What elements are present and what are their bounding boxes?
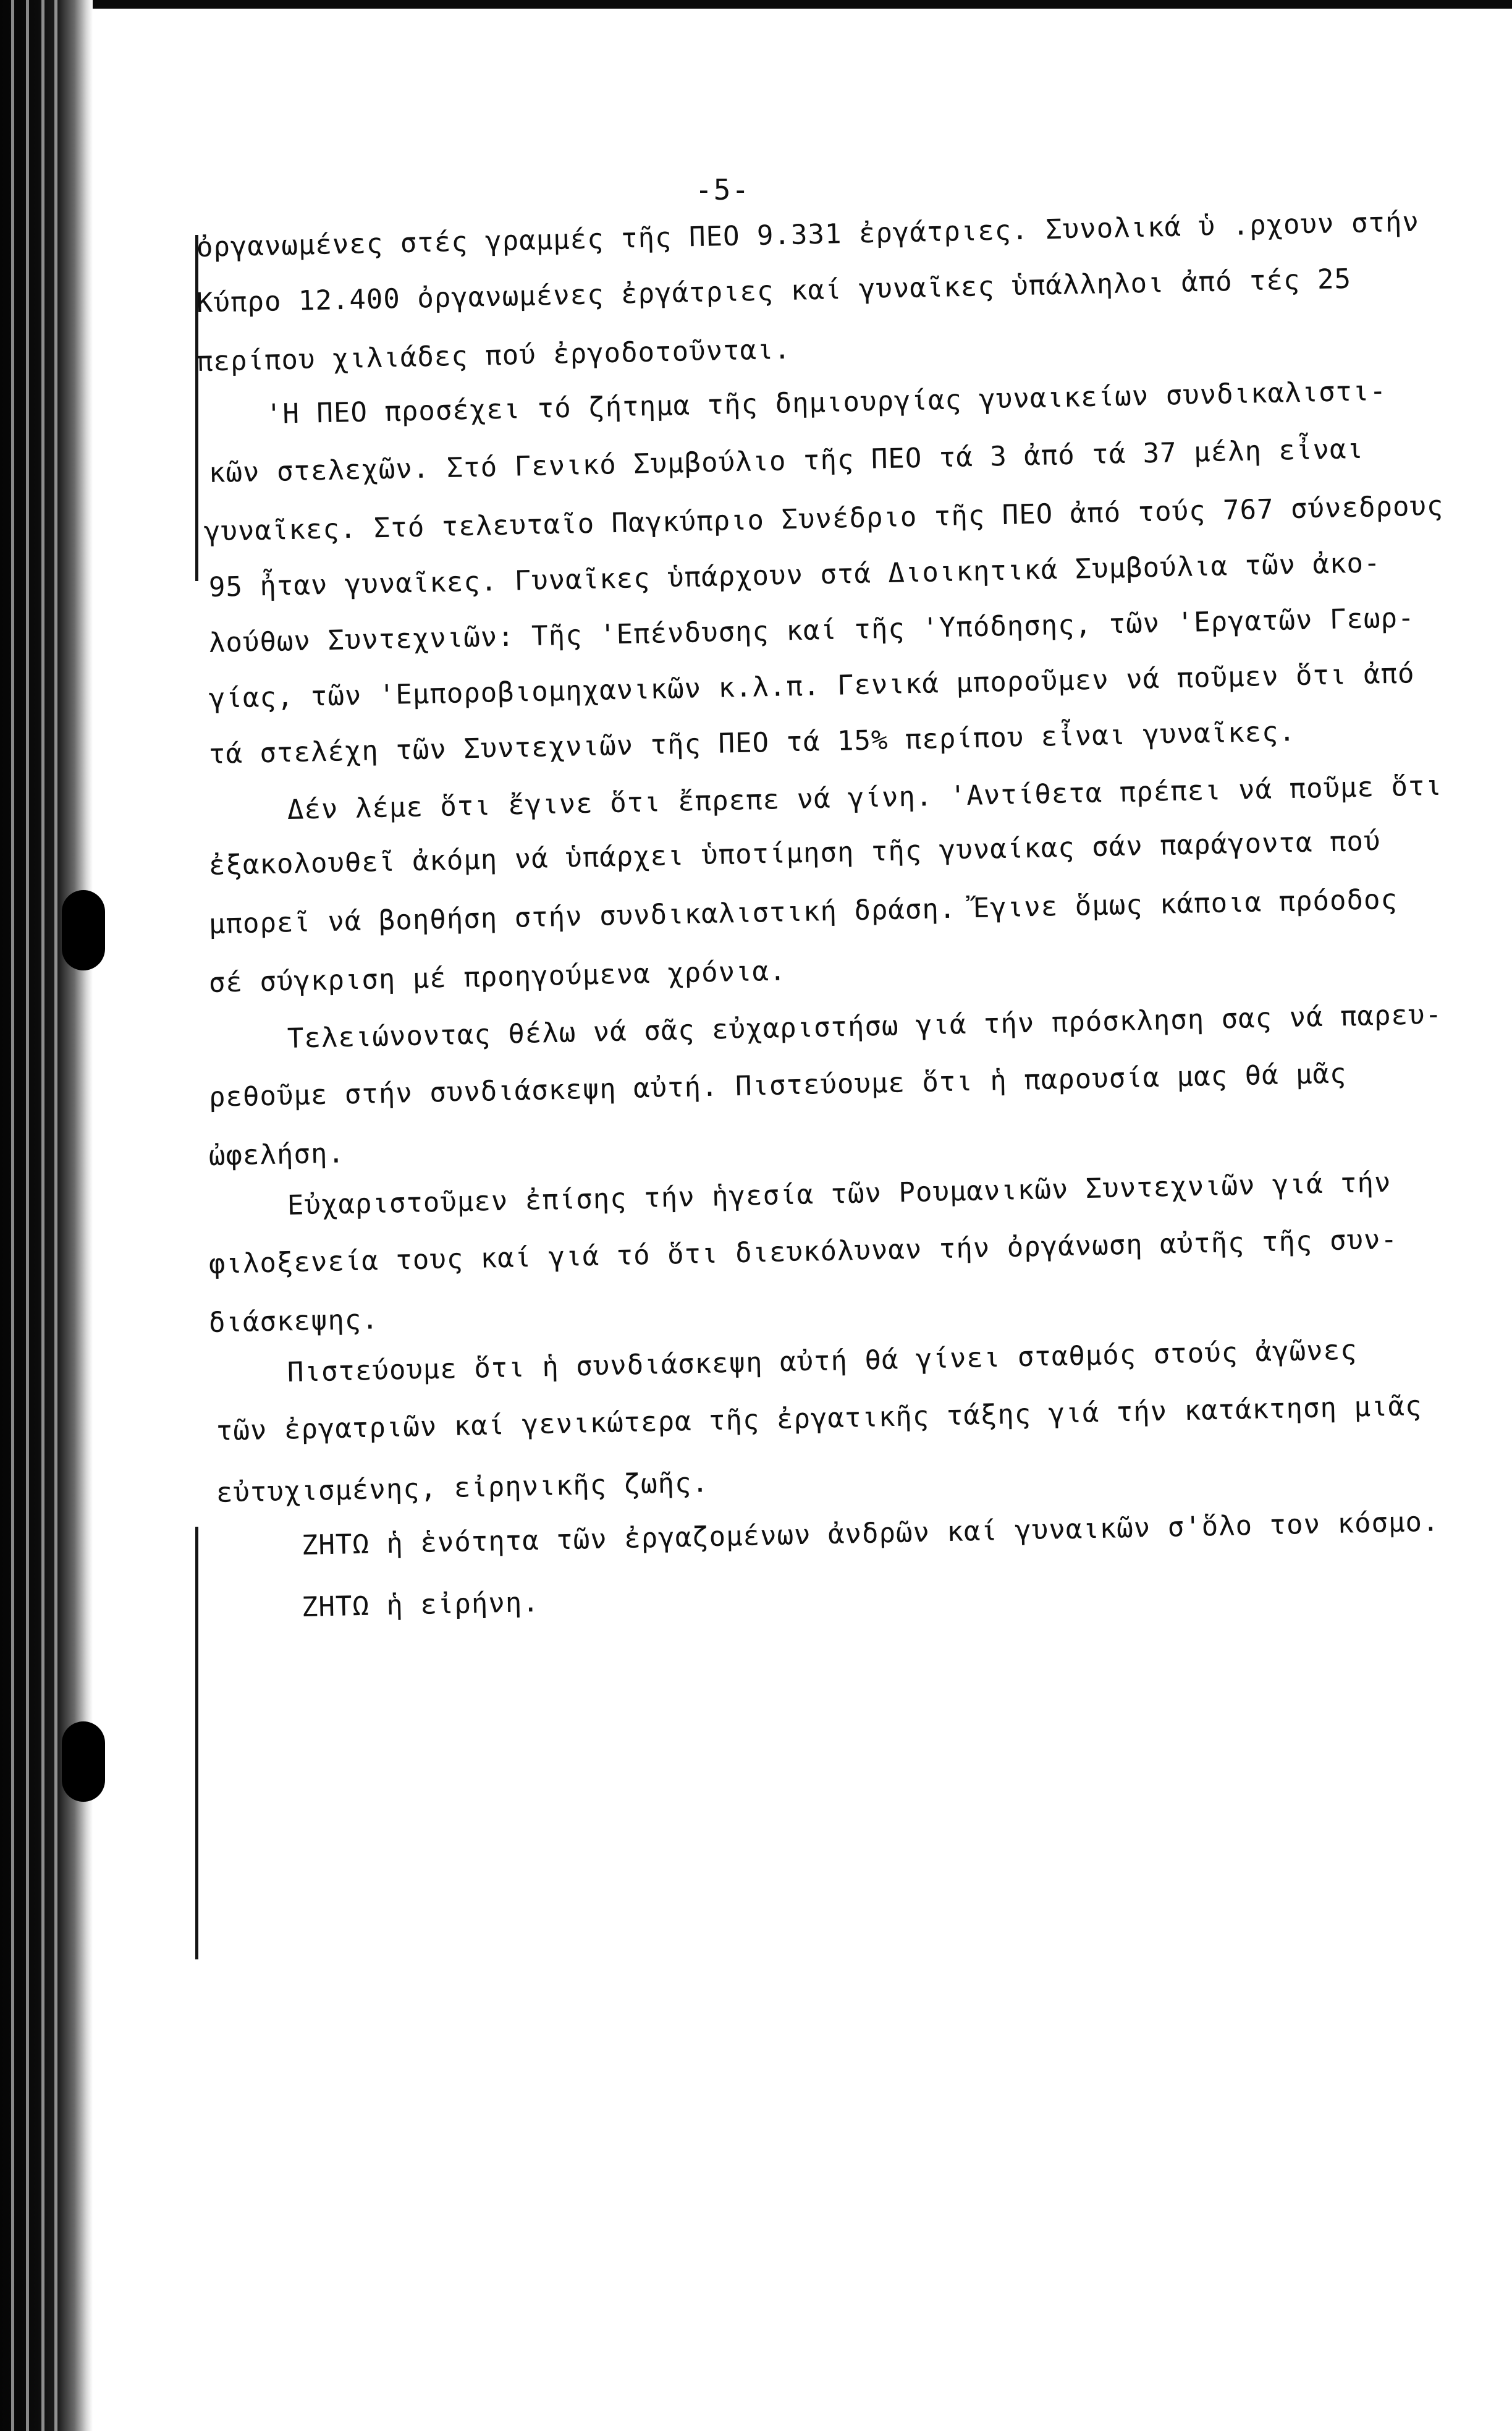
text-line: εὐτυχισμένης, εἰρηνικῆς ζωῆς.: [216, 1467, 709, 1509]
binding-stripe: [41, 0, 44, 2431]
text-line: Τελειώνοντας θέλω νά σᾶς εὐχαριστήσω γιά τήν πρόσκληση σας νά παρευ-: [287, 998, 1443, 1054]
text-line: Εὐχαριστοῦμεν ἐπίσης τήν ἡγεσία τῶν Ρουμανικῶν Συντεχνιῶν γιά τήν: [287, 1166, 1392, 1221]
text-line: Δέν λέμε ὅτι ἔγινε ὅτι ἔπρεπε νά γίνη. 'Αντίθετα πρέπει νά ποῦμε ὅτι: [287, 770, 1443, 826]
text-line: γίας, τῶν 'Εμποροβιομηχανικῶν κ.λ.π. Γενικά μποροῦμεν νά ποῦμεν ὅτι ἀπό: [208, 658, 1415, 715]
text-line: φιλοξενεία τους καί γιά τό ὅτι διευκόλυναν τήν ὀργάνωση αὐτῆς τῆς συν-: [208, 1223, 1398, 1280]
text-line: Κύπρο 12.400 ὀργανωμένες ἐργάτριες καί γυναῖκες ὑπάλληλοι ἀπό τές 25: [196, 263, 1352, 319]
text-line: 'Η ΠΕΟ προσέχει τό ζήτημα τῆς δημιουργίας γυναικείων συνδικαλιστι-: [265, 375, 1387, 430]
text-line: τά στελέχη τῶν Συντεχνιῶν τῆς ΠΕΟ τά 15% περίπου εἶναι γυναῖκες.: [208, 716, 1296, 770]
text-line: 95 ἦταν γυναῖκες. Γυναῖκες ὑπάρχουν στά Διοικητικά Συμβούλια τῶν ἀκο-: [208, 547, 1381, 603]
text-line: κῶν στελεχῶν. Στό Γενικό Συμβούλιο τῆς ΠΕΟ τά 3 ἀπό τά 37 μέλη εἶναι: [208, 433, 1364, 489]
text-line: μπορεῖ νά βοηθήση στήν συνδικαλιστική δράση. Ἔγινε ὅμως κάποια πρόοδος: [208, 883, 1398, 940]
text-line: τῶν ἐργατριῶν καί γενικώτερα τῆς ἐργατικῆς τάξης γιά τήν κατάκτηση μιᾶς: [216, 1390, 1422, 1447]
text-line: γυναῖκες. Στό τελευταῖο Παγκύπριο Συνέδριο τῆς ΠΕΟ ἀπό τούς 767 σύνεδρους: [203, 490, 1444, 548]
scan-left-binding-edge: [0, 0, 93, 2431]
punch-hole: [62, 1721, 105, 1802]
text-line: σέ σύγκριση μέ προηγούμενα χρόνια.: [208, 955, 787, 999]
text-line: περίπου χιλιάδες πού ἐργοδοτοῦνται.: [196, 333, 792, 378]
text-line: λούθων Συντεχνιῶν: Τῆς 'Επένδυσης καί τῆς 'Υπόδησης, τῶν 'Εργατῶν Γεωρ-: [208, 602, 1415, 659]
margin-rule: [195, 1527, 198, 1959]
scan-top-edge: [0, 0, 1512, 9]
text-line: ἐξακολουθεῖ ἀκόμη νά ὑπάρχει ὑποτίμηση τῆς γυναίκας σάν παράγοντα πού: [208, 825, 1381, 881]
text-line: ΖΗΤΩ ἡ εἰρήνη.: [301, 1586, 540, 1623]
binding-stripe: [11, 0, 14, 2431]
binding-stripe: [26, 0, 29, 2431]
text-line: ρεθοῦμε στήν συνδιάσκεψη αὐτή. Πιστεύουμε ὅτι ἡ παρουσία μας θά μᾶς: [208, 1058, 1347, 1113]
page-number: -5-: [695, 173, 751, 206]
text-line: ὀργανωμένες στές γραμμές τῆς ΠΕΟ 9.331 ἐργάτριες. Συνολικά ὑ .ρχουν στήν: [196, 206, 1420, 263]
text-line: Πιστεύουμε ὅτι ἡ συνδιάσκεψη αὐτή θά γίνει σταθμός στούς ἀγῶνες: [287, 1334, 1358, 1388]
text-line: ΖΗΤΩ ἡ ἑνότητα τῶν ἐργαζομένων ἀνδρῶν καί γυναικῶν σ'ὅλο τον κόσμο.: [301, 1506, 1440, 1561]
text-line: ὠφελήση.: [208, 1137, 345, 1172]
punch-hole: [62, 890, 105, 970]
text-line: διάσκεψης.: [208, 1304, 379, 1339]
binding-stripe: [54, 0, 57, 2431]
